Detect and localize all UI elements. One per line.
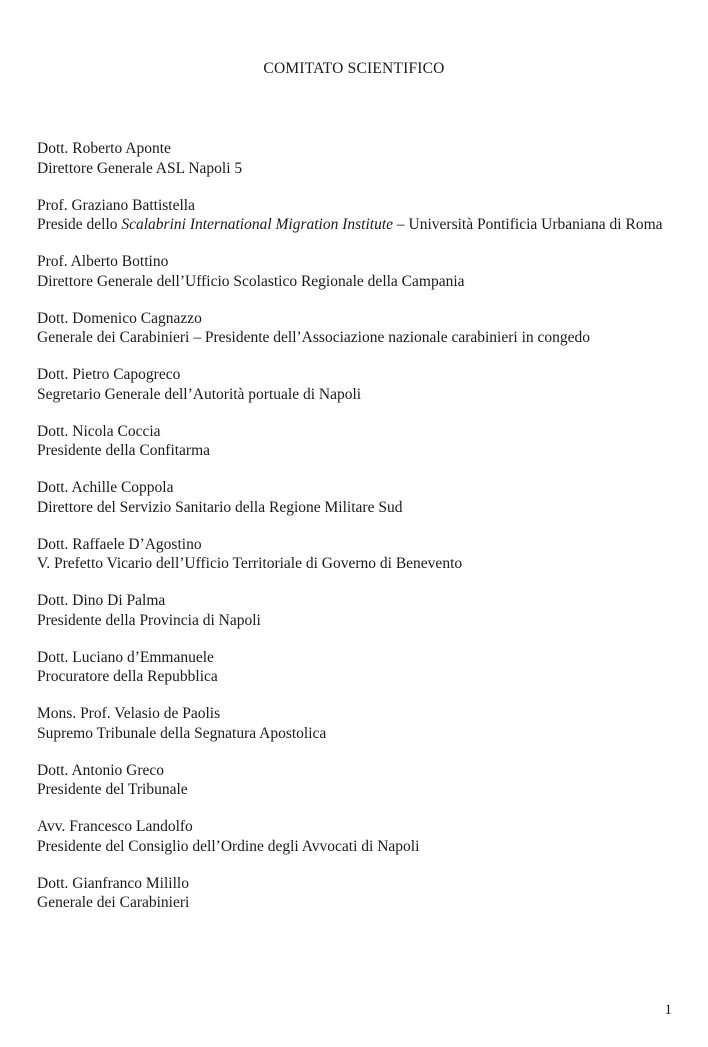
member-role: Direttore Generale ASL Napoli 5 bbox=[37, 159, 243, 177]
committee-member-list bbox=[37, 139, 677, 930]
member-name: Dott. Antonio Greco bbox=[37, 761, 164, 779]
committee-member bbox=[37, 535, 677, 574]
member-name: Dott. Nicola Coccia bbox=[37, 422, 161, 440]
member-name: Dott. Pietro Capogreco bbox=[37, 366, 181, 383]
committee-member bbox=[37, 648, 677, 687]
page-title: COMITATO SCIENTIFICO bbox=[263, 60, 445, 77]
member-name: Prof. Alberto Bottino bbox=[37, 253, 169, 270]
page-number: 1 bbox=[664, 1002, 672, 1018]
member-name: Dott. Achille Coppola bbox=[37, 479, 174, 496]
committee-member bbox=[37, 591, 677, 630]
committee-member bbox=[37, 309, 677, 348]
member-name: Prof. Graziano Battistella bbox=[37, 196, 195, 214]
committee-member bbox=[37, 252, 677, 291]
member-name: Dott. Gianfranco Milillo bbox=[37, 874, 189, 892]
member-name: Dott. Dino Di Palma bbox=[37, 592, 166, 609]
member-role: Procuratore della Repubblica bbox=[37, 668, 218, 685]
member-role: Generale dei Carabinieri bbox=[37, 894, 190, 911]
member-role: Presidente del Consiglio dell’Ordine degli Avvocati di Napoli bbox=[37, 837, 420, 855]
member-name: Dott. Raffaele D’Agostino bbox=[37, 535, 202, 553]
committee-member bbox=[37, 422, 677, 461]
member-role: Presidente della Confitarma bbox=[37, 442, 211, 459]
member-role: Supremo Tribunale della Segnatura Apostolica bbox=[37, 724, 327, 742]
committee-member bbox=[37, 704, 677, 743]
member-role: Generale dei Carabinieri – Presidente dell’Associazione nazionale carabinieri in congedo bbox=[37, 329, 591, 346]
committee-member bbox=[37, 874, 677, 913]
committee-member bbox=[37, 196, 677, 235]
member-name: Dott. Domenico Cagnazzo bbox=[37, 309, 202, 327]
member-role: Presidente del Tribunale bbox=[37, 781, 188, 798]
committee-member bbox=[37, 817, 677, 856]
member-role: Direttore Generale dell’Ufficio Scolastico Regionale della Campania bbox=[37, 272, 465, 290]
committee-member bbox=[37, 365, 677, 404]
member-name: Dott. Roberto Aponte bbox=[37, 140, 171, 157]
committee-member bbox=[37, 478, 677, 517]
member-role: Segretario Generale dell’Autorità portuale di Napoli bbox=[37, 385, 362, 403]
member-role: Presidente della Provincia di Napoli bbox=[37, 611, 261, 629]
member-name: Mons. Prof. Velasio de Paolis bbox=[37, 705, 221, 722]
committee-member bbox=[37, 139, 677, 178]
member-role: V. Prefetto Vicario dell’Ufficio Territoriale di Governo di Benevento bbox=[37, 555, 463, 572]
member-role: Direttore del Servizio Sanitario della Regione Militare Sud bbox=[37, 498, 403, 516]
member-role-prefix: Preside dello bbox=[37, 216, 122, 233]
member-role bbox=[37, 215, 677, 235]
member-name: Avv. Francesco Landolfo bbox=[37, 818, 193, 835]
committee-member bbox=[37, 761, 677, 800]
member-name: Dott. Luciano d’Emmanuele bbox=[37, 648, 214, 666]
member-role-institute: Scalabrini International Migration Institute bbox=[121, 216, 394, 233]
member-role-suffix: – Università Pontificia Urbaniana di Roma bbox=[393, 216, 663, 233]
